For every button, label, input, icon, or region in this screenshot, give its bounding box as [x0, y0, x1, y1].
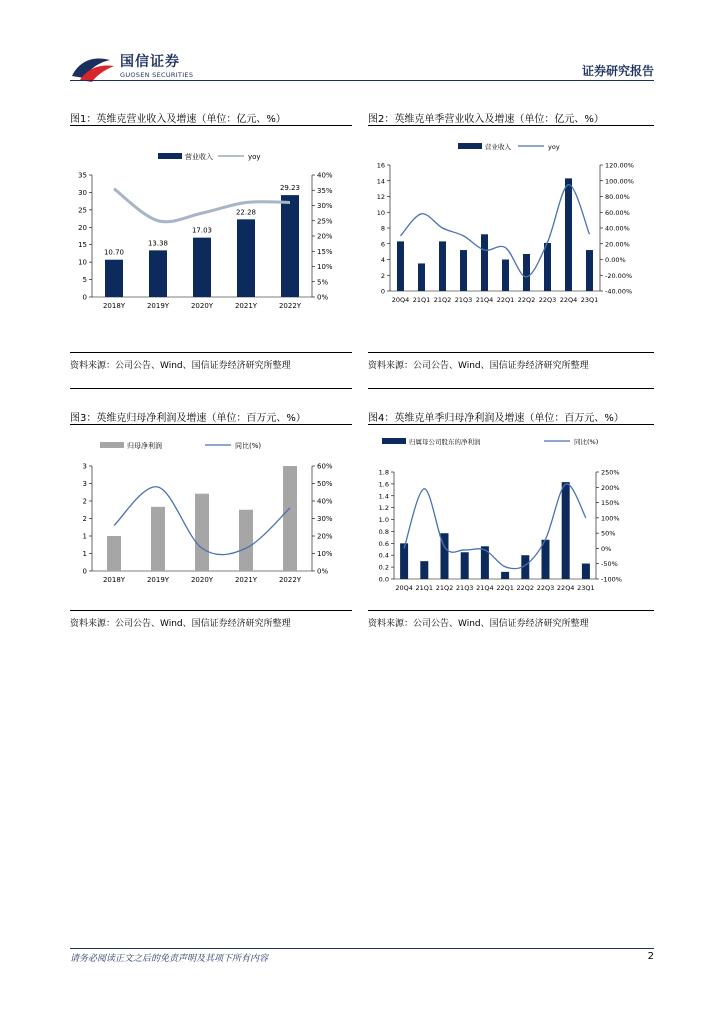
bar-22Q1	[502, 260, 509, 292]
right-tick-label: 30%	[317, 515, 333, 523]
x-tick-label: 21Q3	[454, 296, 473, 304]
right-tick-label: 60%	[317, 462, 333, 471]
left-tick-label: 5	[82, 276, 87, 285]
left-tick-label: 15	[78, 241, 87, 250]
left-tick-label: 4	[380, 256, 385, 264]
left-tick-label: 35	[78, 171, 87, 180]
disclaimer-text: 请务必阅读正文之后的免责声明及其项下所有内容	[70, 954, 269, 964]
bar-20Q4	[400, 543, 408, 579]
left-tick-label: 1.0	[378, 516, 389, 525]
left-tick-label: 14	[376, 177, 385, 186]
left-tick-label: 6	[380, 240, 385, 249]
right-tick-label: -40.00%	[605, 287, 633, 296]
figure-4-source: 资料来源：公司公告、Wind、国信证券经济研究所整理	[368, 619, 589, 629]
figure-3-title: 图3：英维克归母净利润及增速（单位：百万元、%）	[70, 413, 306, 424]
x-tick-label: 21Q2	[433, 296, 452, 304]
bar-2018Y	[107, 536, 121, 571]
left-tick-label: 0.2	[378, 563, 389, 572]
right-tick-label: 25%	[317, 217, 333, 226]
right-tick-label: 10%	[317, 263, 333, 271]
figure-3-top-rule	[70, 424, 352, 425]
x-tick-label: 2019Y	[146, 576, 170, 584]
figure-1-chart	[70, 140, 352, 315]
figure-3-bottom-rule	[70, 610, 352, 611]
bar-2019Y	[151, 507, 165, 571]
figure-1-top-rule	[70, 125, 352, 126]
bar-22Q2	[523, 254, 530, 291]
logo-english-text: GUOSEN SECURITIES	[120, 71, 194, 79]
right-tick-label: 5%	[317, 278, 329, 287]
bar-21Q4	[481, 234, 488, 291]
logo-chinese-text: 国信证券	[120, 54, 180, 70]
left-tick-label: 1	[82, 532, 87, 541]
legend-bar-swatch	[458, 143, 482, 149]
left-tick-label: 1.6	[378, 480, 389, 489]
bar-2020Y	[195, 494, 209, 571]
chart-4-svg	[368, 434, 654, 599]
bar-22Q1	[501, 572, 509, 579]
figure-2-bottom-rule	[368, 352, 654, 353]
legend-bar-swatch	[158, 153, 182, 159]
x-tick-label: 23Q1	[577, 584, 595, 592]
x-tick-label: 22Q1	[496, 584, 514, 592]
left-tick-label: 2	[380, 271, 385, 280]
right-tick-label: 60.00%	[605, 208, 630, 217]
x-tick-label: 2019Y	[146, 302, 170, 310]
x-tick-label: 2018Y	[102, 302, 126, 310]
left-tick-label: 0	[82, 567, 87, 576]
figure-1-end-rule	[70, 388, 352, 389]
left-tick-label: 0.0	[378, 575, 389, 584]
figure-4-top-rule	[368, 424, 654, 425]
left-tick-label: 1.2	[378, 504, 389, 513]
x-tick-label: 2018Y	[102, 576, 126, 584]
bar-23Q1	[586, 250, 593, 291]
x-tick-label: 22Q2	[517, 296, 536, 304]
legend-bar-label: 归属母公司股东的净利润	[409, 438, 481, 446]
x-tick-label: 21Q1	[415, 584, 434, 592]
right-tick-label: 40%	[317, 171, 333, 180]
report-type: 证券研究报告	[581, 64, 654, 78]
footer-divider	[70, 948, 654, 949]
left-tick-label: 3	[82, 462, 87, 471]
x-tick-label: 21Q3	[455, 584, 474, 592]
right-tick-label: 0.00%	[605, 256, 626, 264]
left-tick-label: 16	[376, 161, 385, 170]
figure-1-title: 图1：英维克营业收入及增速（单位：亿元、%）	[70, 114, 286, 125]
x-tick-label: 2021Y	[234, 302, 258, 310]
x-tick-label: 2022Y	[278, 302, 302, 310]
bar-21Q3	[461, 552, 469, 579]
x-tick-label: 22Q3	[536, 584, 555, 592]
figure-2-end-rule	[368, 388, 654, 389]
left-tick-label: 0	[82, 293, 87, 302]
bar-2021Y	[237, 219, 255, 297]
left-tick-label: 1.8	[378, 468, 389, 477]
figure-1-bottom-rule	[70, 352, 352, 353]
left-tick-label: 3	[82, 480, 87, 488]
right-tick-label: 50%	[601, 529, 616, 538]
x-tick-label: 21Q2	[435, 584, 454, 592]
left-tick-label: 8	[380, 224, 385, 233]
left-tick-label: 20	[78, 223, 87, 232]
right-tick-label: 30%	[317, 202, 333, 210]
bar-23Q1	[582, 564, 590, 579]
right-tick-label: 250%	[601, 468, 620, 477]
right-tick-label: -50%	[601, 560, 618, 569]
bar-21Q3	[460, 250, 467, 291]
left-tick-label: 12	[376, 193, 385, 201]
left-tick-label: 0	[380, 287, 385, 296]
bar-2022Y	[283, 466, 297, 571]
right-tick-label: 80.00%	[605, 193, 630, 201]
data-label: 10.70	[103, 248, 125, 257]
left-tick-label: 1	[82, 550, 87, 558]
left-tick-label: 1.4	[378, 492, 389, 501]
x-tick-label: 21Q4	[475, 296, 494, 304]
bar-22Q3	[544, 243, 551, 291]
x-tick-label: 2020Y	[190, 302, 214, 310]
right-tick-label: 120.00%	[605, 161, 634, 170]
bar-21Q1	[420, 561, 428, 579]
x-tick-label: 22Q4	[556, 584, 575, 592]
chart-2-svg	[368, 138, 654, 315]
right-tick-label: 15%	[317, 247, 333, 256]
data-label: 13.38	[147, 239, 169, 248]
bar-22Q4	[562, 482, 570, 579]
left-tick-label: 0.6	[378, 539, 389, 548]
legend-line-label: 同比(%)	[235, 442, 262, 450]
x-tick-label: 20Q4	[391, 296, 410, 304]
series-line-yoy	[114, 189, 290, 222]
data-label: 29.23	[279, 184, 301, 193]
figure-4-chart	[368, 434, 654, 599]
legend-bar-swatch	[382, 438, 406, 444]
figure-3-chart	[70, 436, 352, 594]
right-tick-label: -20.00%	[605, 271, 633, 280]
figure-2-title: 图2：英维克单季营业收入及增速（单位：亿元、%）	[368, 114, 604, 125]
chart-1-svg	[70, 140, 352, 315]
series-line-同比(%)	[404, 484, 586, 569]
figure-2-source: 资料来源：公司公告、Wind、国信证券经济研究所整理	[368, 361, 589, 371]
right-tick-label: 100.00%	[605, 177, 634, 186]
series-line-yoy	[401, 185, 590, 277]
right-tick-label: 10%	[317, 550, 333, 558]
left-tick-label: 0.4	[378, 551, 389, 560]
x-tick-label: 23Q1	[580, 296, 599, 304]
x-tick-label: 21Q4	[476, 584, 494, 592]
right-tick-label: 150%	[601, 499, 620, 508]
right-tick-label: 20.00%	[605, 240, 630, 249]
bar-22Q4	[565, 178, 572, 291]
figure-2-chart	[368, 138, 654, 315]
left-tick-label: 30	[78, 188, 87, 197]
right-tick-label: 35%	[317, 186, 333, 195]
bar-20Q4	[397, 241, 404, 291]
right-tick-label: 20%	[317, 232, 333, 241]
x-tick-label: 2022Y	[278, 576, 302, 584]
left-tick-label: 25	[78, 206, 87, 215]
bar-2018Y	[105, 260, 123, 297]
left-tick-label: 0.8	[378, 527, 389, 536]
bar-2020Y	[193, 238, 211, 297]
bar-2022Y	[281, 195, 299, 297]
left-tick-label: 10	[78, 258, 87, 267]
legend-line-label: yoy	[248, 153, 261, 161]
left-tick-label: 2	[82, 515, 87, 523]
x-tick-label: 20Q4	[395, 584, 413, 592]
right-tick-label: 100%	[601, 514, 620, 523]
x-tick-label: 21Q1	[412, 296, 431, 304]
right-tick-label: 0%	[317, 567, 329, 576]
x-tick-label: 2020Y	[190, 576, 214, 584]
page-number: 2	[647, 951, 654, 962]
chart-3-svg	[70, 436, 352, 594]
bar-2019Y	[149, 250, 167, 297]
legend-line-label: yoy	[548, 143, 560, 151]
right-tick-label: 40.00%	[605, 224, 630, 233]
right-tick-label: 20%	[317, 532, 333, 541]
data-label: 22.28	[235, 208, 257, 217]
bar-21Q2	[439, 241, 446, 291]
legend-line-label: 同比(%)	[574, 438, 599, 446]
right-tick-label: 50%	[317, 480, 333, 488]
right-tick-label: 0%	[317, 293, 329, 302]
figure-4-title: 图4：英维克单季归母净利润及增速（单位：百万元、%）	[368, 413, 624, 424]
bar-21Q1	[418, 263, 425, 291]
legend-bar-swatch	[100, 442, 124, 448]
legend-bar-label: 营业收入	[485, 143, 511, 151]
right-tick-label: -100%	[601, 575, 622, 584]
figure-2-top-rule	[368, 125, 654, 126]
bar-2021Y	[239, 510, 253, 571]
right-tick-label: 40%	[317, 497, 333, 506]
left-tick-label: 2	[82, 497, 87, 506]
x-tick-label: 22Q3	[538, 296, 557, 304]
figure-4-bottom-rule	[368, 610, 654, 611]
x-tick-label: 22Q2	[516, 584, 535, 592]
figure-3-source: 资料来源：公司公告、Wind、国信证券经济研究所整理	[70, 619, 291, 629]
legend-bar-label: 营业收入	[185, 153, 213, 161]
right-tick-label: 200%	[601, 483, 620, 492]
x-tick-label: 2021Y	[234, 576, 258, 584]
left-tick-label: 10	[376, 208, 385, 217]
x-tick-label: 22Q1	[496, 296, 515, 304]
x-tick-label: 22Q4	[559, 296, 578, 304]
legend-bar-label: 归母净利润	[127, 442, 162, 450]
header-divider	[70, 80, 654, 81]
right-tick-label: 0%	[601, 544, 612, 553]
data-label: 17.03	[191, 226, 213, 235]
figure-1-source: 资料来源：公司公告、Wind、国信证券经济研究所整理	[70, 361, 291, 371]
